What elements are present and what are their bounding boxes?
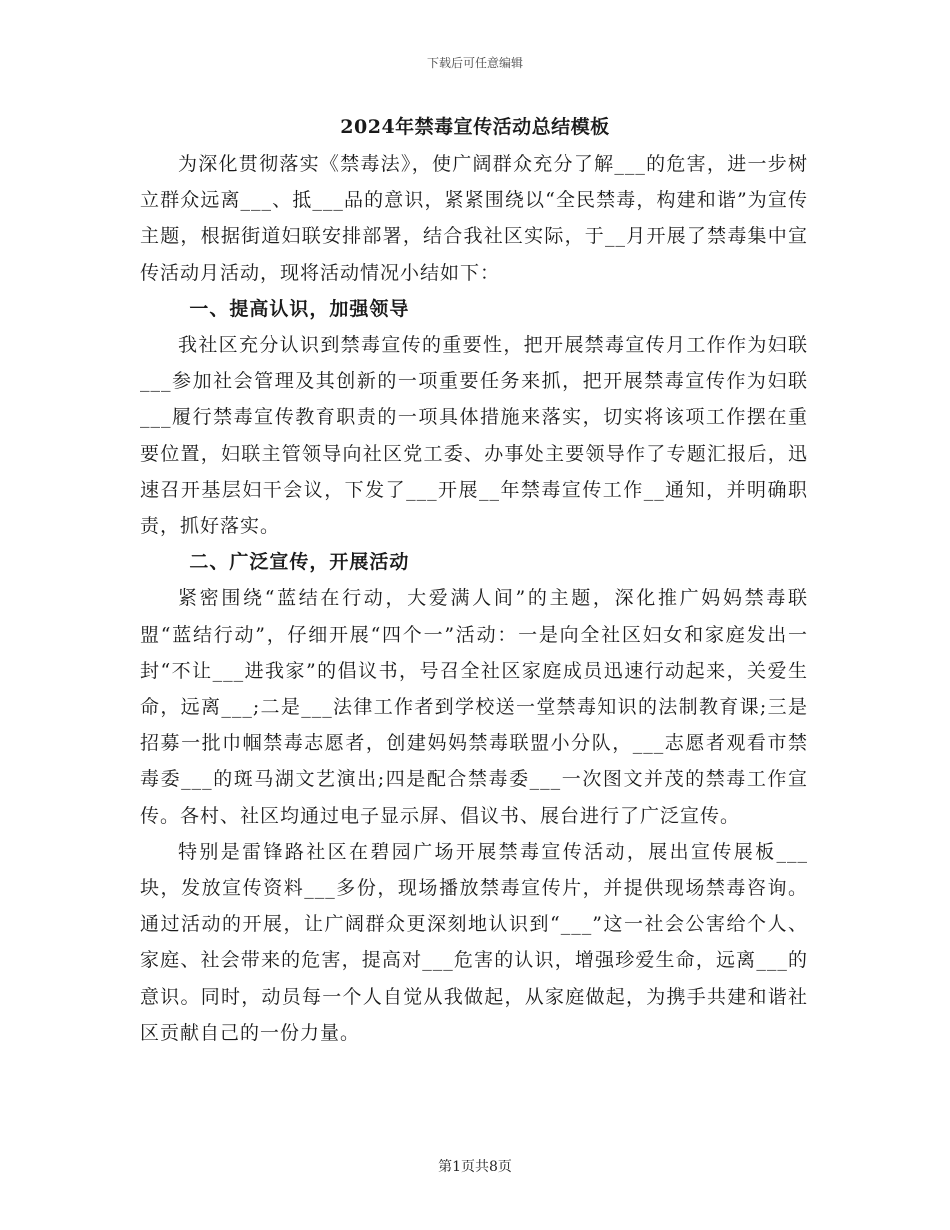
document-title: 2024年禁毒宣传活动总结模板 [340,116,610,138]
paragraph-section-2b: 特别是雷锋路社区在碧园广场开展禁毒宣传活动，展出宣传展板___块，发放宣传资料___多份，现场播放禁毒宣传片，并提供现场禁毒咨询。通过活动的开展，让广阔群众更深刻地认识到“___”这一社会公害给个人、家庭、社会带来的危害，提高对___危害的认识，增强珍爱生命，远离___的意识。同时，动员每一个人自觉从我做起，从家庭做起，为携手共建和谐社区贡献自己的一份力量。 [140,840,808,1044]
section-heading-1: 一、提高认识，加强领导 [189,297,410,320]
paragraph-section-2a: 紧密围绕“蓝结在行动，大爱满人间”的主题，深化推广妈妈禁毒联盟“蓝结行动”，仔细开展“四个一”活动：一是向全社区妇女和家庭发出一封“不让___进我家”的倡议书，号召全社区家庭成员迅速行动起来，关爱生命，远离___;二是___法律工作者到学校送一堂禁毒知识的法制教育课;三是招募一批巾帼禁毒志愿者，创建妈妈禁毒联盟小分队，___志愿者观看市禁毒委___的斑马湖文艺演出;四是配合禁毒委___一次图文并茂的禁毒工作宣传。各村、社区均通过电子显示屏、倡议书、展台进行了广泛宣传。 [140,587,808,827]
paragraph-section-1: 我社区充分认识到禁毒宣传的重要性，把开展禁毒宣传月工作作为妇联___参加社会管理及其创新的一项重要任务来抓，把开展禁毒宣传作为妇联___履行禁毒宣传教育职责的一项具体措施来落实，切实将该项工作摆在重要位置，妇联主管领导向社区党工委、办事处主要领导作了专题汇报后，迅速召开基层妇干会议，下发了___开展__年禁毒宣传工作__通知，并明确职责，抓好落实。 [140,334,808,538]
header-note: 下载后可任意编辑 [426,56,523,70]
section-heading-2: 二、广泛宣传，开展活动 [189,551,410,574]
document-body [140,146,808,1051]
page-number-footer: 第1页共8页 [438,1159,512,1175]
paragraph-intro: 为深化贯彻落实《禁毒法》，使广阔群众充分了解___的危害，进一步树立群众远离___、抵___品的意识，紧紧围绕以“全民禁毒，构建和谐”为宣传主题，根据街道妇联安排部署，结合我社区实际，于__月开展了禁毒集中宣传活动月活动，现将活动情况小结如下： [140,153,808,284]
